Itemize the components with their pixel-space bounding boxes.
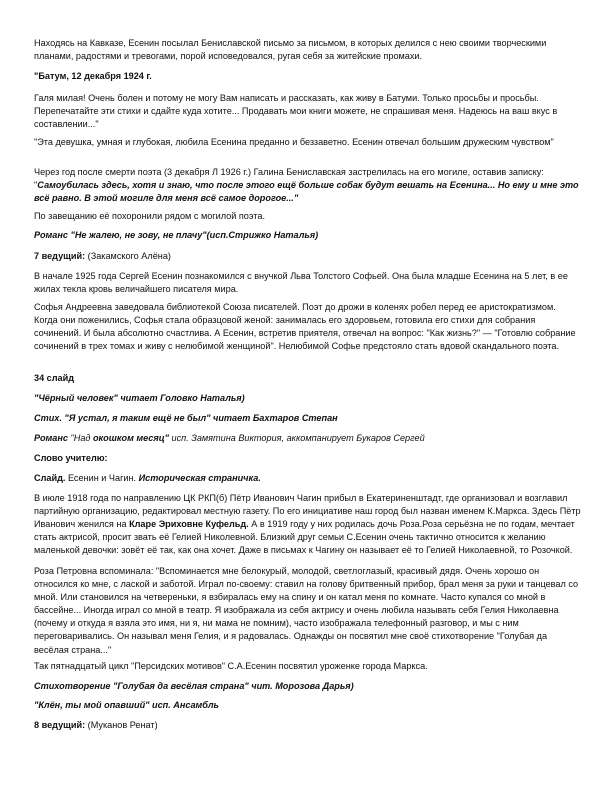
romance-item-2 [34,432,582,445]
teacher-word-line [34,452,582,465]
host-8-label: 8 ведущий: [34,720,86,730]
slide-label: Слайд. [34,473,66,483]
black-man-text: "Чёрный человек" читает Головко Наталья) [34,393,245,403]
romance-item-2-text [34,432,582,445]
romance-item-1 [34,229,582,242]
host-8-name: (Муканов Ренат) [85,720,158,730]
host-8-line [34,719,582,732]
host-7-name: (Закамского Алёна) [85,251,171,261]
suicide-note-intro: Через год после смерти поэта (3 декабря Л 1926 г.) Галина Бениславская застрелилась на его могиле, оставив записку: " [34,167,544,191]
suicide-note-quote: Самоубилась здесь, хотя и знаю, что после этого ещё больше собак будут вешать на Есенина... Но ему и мне это всё равно. В этой могиле для меня всё самое дорогое..." [34,180,579,204]
chagin-text-part-2: А в 1919 году у них родилась дочь Роза.Роза серьёзна не по годам, мечтает стать актрисой, просит звать её Гелией Николевной. Близкий друг семьи С.Есенин очень тактично относится к желанию маленькой девочки: зовёт её так, как она хочет. Даже в письмах к Чагину он называет её то Гелией Николаевной, то Розочкой. [34,519,575,556]
chagin-paragraph [34,492,582,557]
sofia-paragraph [34,301,582,353]
slide-subject: Есенин и Чагин. [65,473,139,483]
romance-quote-open: "Над [67,433,93,443]
suicide-note-paragraph [34,166,582,205]
intro-paragraph [34,37,582,63]
letter-date: "Батум, 12 декабря 1924 г. [34,71,152,81]
host-7-text [34,250,582,263]
poem-blue-country-line [34,680,582,693]
romance-title-1: Романс "Не жалею, не зову, не плачу"(исп.Стрижко Наталья) [34,230,319,240]
letter-body [34,92,582,131]
letter-text: Галя милая! Очень болен и потому не могу Вам написать и рассказать, как живу в Батуми. Только просьбы и просьбы. Перепечатайте эти стихи и сдайте куда хотите... Продавать мои книги можете, не спрашивая меня. Надеюсь на ваш вкус в составлении..." [34,93,558,130]
rosa-memoir-paragraph [34,565,582,657]
persian-motifs-paragraph [34,660,582,673]
slide-history-line [34,472,582,485]
letter-heading [34,70,582,83]
slide-34-label: 34 слайд [34,373,75,383]
romance-performers: исп. Замятина Виктория, аккомпанирует Букаров Сергей [168,433,425,443]
rosa-memoir-text: Роза Петровна вспоминала: "Вспоминается мне белокурый, молодой, светлоглазый, красивый дядя. Очень хорошо он относился ко мне, с лаской и заботой. Играл по-своему: ставил на голову бритвенный прибор, брал меня за руки и танцевал со мной. Или становился на четвереньки, я взбиралась ему на спину и он катал меня по комнате. Часто купался со мной в бассейне... Иногда играл со мной в театр. Я изображала из себя актрису и очень любила называть себя Гелия Николаевна (почему и откуда я взяла это имя, ни я, ни мама не помним), часто изображала телефонный разговор, и мы с ним переговаривались. Он называл меня Гелия, и я радовалась. Однажды он посвятил мне своё стихотворение "Голубая да весёлая страна..." [34,566,579,655]
poem-blue-country-text: Стихотворение "Голубая да весёлая страна" чит. Морозова Дарья) [34,681,354,691]
tolstaya-paragraph [34,270,582,296]
persian-motifs-text: Так пятнадцатый цикл "Персидских мотивов" С.А.Есенин посвятил уроженке города Маркса. [34,661,428,671]
burial-text: По завещанию её похоронили рядом с могилой поэта. [34,211,266,221]
romance-label: Романс [34,433,68,443]
slide-34-line [34,372,582,385]
suicide-note-text [34,166,582,205]
teacher-word-text: Слово учителю: [34,453,108,463]
chagin-text [34,492,582,557]
chagin-text-part-1: В июле 1918 года по направлению ЦК РКП(б) Пётр Иванович Чагин прибыл в Екатериненштадт, где организовал и возглавил партийную организацию, редактировал местную газету. По его инициативе наш город был назван именем К.Маркса. Здесь Пётр Иванович женился на [34,493,581,530]
slide-history-text [34,472,582,485]
maple-song-line [34,699,582,712]
host-7-label: 7 ведущий: [34,251,86,261]
intro-text: Находясь на Кавказе, Есенин посылал Бениславской письмо за письмом, в которых делился с нею своими творческими планами, радостями и тревогами, порой исповедовался, ругая себя за житейские промахи. [34,38,547,62]
black-man-line [34,392,582,405]
burial-paragraph [34,210,582,223]
chagin-wife-name: Кларе Эриховне Куфельд. [129,519,249,530]
poem-tired-text: Стих. "Я устал, я таким ещё не был" читает Бахтаров Степан [34,413,338,423]
maple-song-text: "Клён, ты мой опавший" исп. Ансамбль [34,700,219,710]
host-7-line [34,250,582,263]
quote-paragraph [34,136,582,149]
slide-history-title: Историческая страничка. [138,473,261,483]
tolstaya-text: В начале 1925 года Сергей Есенин познакомился с внучкой Льва Толстого Софьей. Она была младше Есенина на 5 лет, в ее жилах текла кровь величайшего писателя мира. [34,271,568,295]
romance-title-2: окошком месяц" [92,433,169,443]
poem-tired-line [34,412,582,425]
quote-text: "Эта девушка, умная и глубокая, любила Есенина преданно и беззаветно. Есенин отвечал большим дружеским чувством" [34,137,554,147]
sofia-text: Софья Андреевна заведовала библиотекой Союза писателей. Поэт до дрожи в коленях робел перед ее аристократизмом. Когда они поженились, Софья стала образцовой женой: занималась его здоровьем, готовила его стихи для собрания сочинений. И была абсолютно счастлива. А Есенин, встретив приятеля, отвечал на вопрос: "Как жизнь?" — "Готовлю собрание сочинений в трех томах и живу с нелюбимой женщиной". Нелюбимой Софье предстояло стать вдовой скандального поэта. [34,302,576,352]
host-8-text [34,719,582,732]
